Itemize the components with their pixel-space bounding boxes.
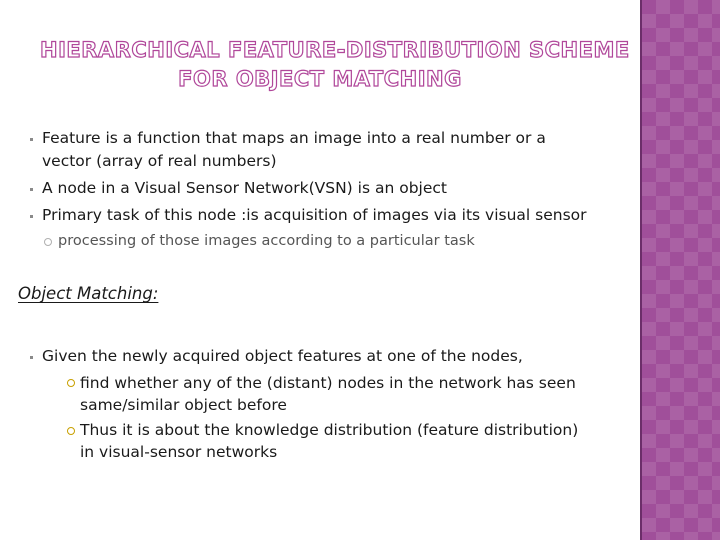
bullet-3-sub: processing of those images according to a particular task (58, 233, 475, 249)
decorative-sidebar (642, 0, 720, 540)
bullet-2-line-1: A node in a Visual Sensor Network(VSN) is an object (42, 179, 447, 197)
section-sub-2-line-1: Thus it is about the knowledge distribution (feature distribution) (80, 421, 579, 439)
sub-bullet-ring-icon (44, 238, 52, 246)
section-bullet-line: Given the newly acquired object features at one of the nodes, (42, 347, 523, 365)
bullet-dot-icon (30, 215, 33, 218)
bullet-3-line-1: Primary task of this node :is acquisition of images via its visual sensor (42, 206, 587, 224)
title-line-2: FOR OBJECT MATCHING (178, 67, 462, 91)
bullet-1-line-2: vector (array of real numbers) (42, 152, 277, 170)
section-sub-1-line-2: same/similar object before (80, 396, 287, 414)
section-heading: Object Matching: (18, 284, 159, 303)
bullet-dot-icon (30, 138, 33, 141)
bullet-dot-icon (30, 356, 33, 359)
section-sub-1-line-1: find whether any of the (distant) nodes in the network has seen (80, 374, 576, 392)
sub-bullet-ring-icon (67, 379, 75, 387)
section-sub-2-line-2: in visual-sensor networks (80, 443, 278, 461)
slide-title (40, 36, 630, 94)
bullet-1-line-1: Feature is a function that maps an image into a real number or a (42, 129, 546, 147)
bullet-dot-icon (30, 188, 33, 191)
sub-bullet-ring-icon (67, 427, 75, 435)
title-line-1: HIERARCHICAL FEATURE-DISTRIBUTION SCHEME (40, 38, 630, 62)
